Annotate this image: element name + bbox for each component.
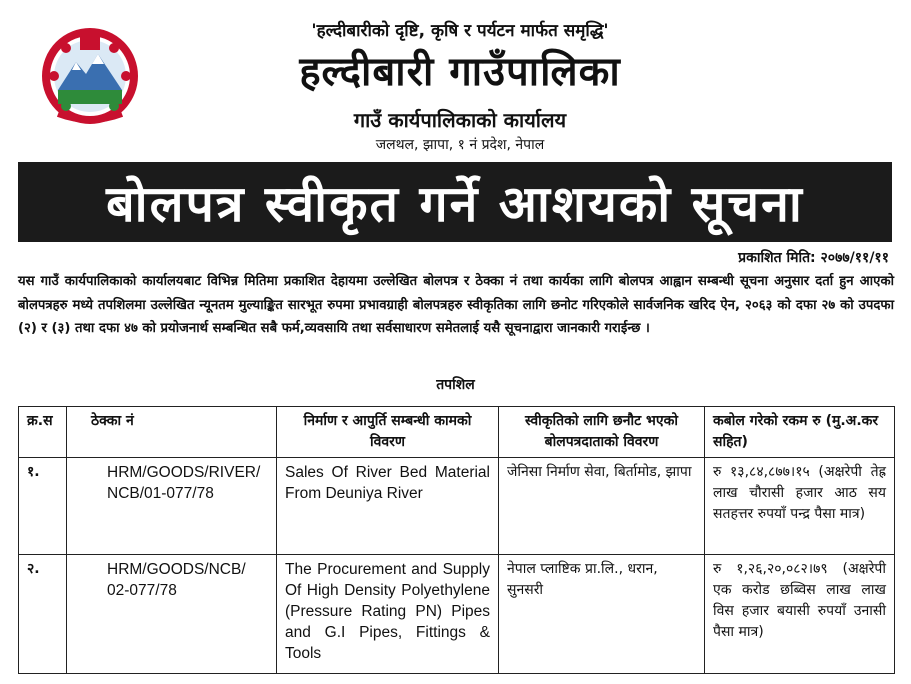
header-amount: कबोल गरेको रकम रु (मु.अ.कर सहित) [705, 407, 895, 458]
slogan: 'हल्दीबारीको दृष्टि, कृषि र पर्यटन मार्फत समृद्धि' [311, 21, 609, 41]
office-address: जलथल, झापा, १ नं प्रदेश, नेपाल [375, 137, 545, 153]
notice-title: बोलपत्र स्वीकृत गर्ने आशयको सूचना [106, 175, 804, 233]
notice-banner [18, 162, 892, 242]
row-bidder: नेपाल प्लाष्टिक प्रा.लि., धरान, सुनसरी [499, 555, 705, 674]
header-contract-no: ठेक्का नं [67, 407, 277, 458]
row-contract-no: HRM/GOODS/NCB/ 02-077/78 [67, 555, 277, 674]
row-description: The Procurement and Supply Of High Density Polyethylene (Pressure Rating PN) Pipes and G.I Pipes, Fittings & Tools [277, 555, 499, 674]
table-row [19, 458, 895, 555]
municipality-logo-icon [36, 28, 144, 126]
table-row [19, 555, 895, 674]
bid-table [18, 406, 895, 674]
header-sn: क्र.स [19, 407, 67, 458]
office-name: हल्दीबारी गाउँपालिका [299, 49, 621, 95]
published-date: प्रकाशित मिति: २०७७/११/११ [738, 250, 889, 266]
row-amount: रु १,२६,२०,०८२।७९ (अक्षरेपी एक करोड छब्विस लाख लाख विस हजार बयासी रुपयाँ उनासी पैसा मात्र) [705, 555, 895, 674]
notice-paragraph: यस गाउँ कार्यपालिकाको कार्यालयबाट विभिन्न मितिमा प्रकाशित देहायमा उल्लेखित बोलपत्र र ठेक्का नं तथा कार्यका लागि बोलपत्र आह्वान सम्बन्धी सूचना अनुसार दर्ता हुन आएको बोलपत्रहरु मध्ये तपशिलमा उल्लेखित न्यूनतम मुल्याङ्कित सारभूत रुपमा प्रभावग्राही बोलपत्रहरु स्वीकृतिका लागि छनोट गरिएकोले सार्वजनिक खरिद ऐन, २०६३ को दफा २७ को उपदफा (२) र (३) तथा दफा ४७ को प्रयोजनार्थ सम्बन्धित सबै फर्म,व्यवसायि तथा सर्वसाधारण समेतलाई यसै सूचनाद्वारा जानकारी गराईन्छ । [18, 274, 894, 336]
office-subtitle: गाउँ कार्यपालिकाको कार्यालय [353, 108, 567, 132]
header-bidder: स्वीकृतिको लागि छनौट भएको बोलपत्रदाताको विवरण [499, 407, 705, 458]
row-bidder: जेनिसा निर्माण सेवा, बिर्तामोड, झापा [499, 458, 705, 555]
header-description: निर्माण र आपुर्ति सम्बन्धी कामको विवरण [277, 407, 499, 458]
row-contract-no: HRM/GOODS/RIVER/ NCB/01-077/78 [67, 458, 277, 555]
table-header-row [19, 407, 895, 458]
row-amount: रु १३,८४,८७७।१५ (अक्षरेपी तेह्र लाख चौरासी हजार आठ सय सतहत्तर रुपयाँ पन्द्र पैसा मात्र) [705, 458, 895, 555]
row-sn: १. [19, 458, 67, 555]
row-sn: २. [19, 555, 67, 674]
annex-title: तपशिल [436, 377, 475, 393]
row-description: Sales Of River Bed Material From Deuniya River [277, 458, 499, 555]
